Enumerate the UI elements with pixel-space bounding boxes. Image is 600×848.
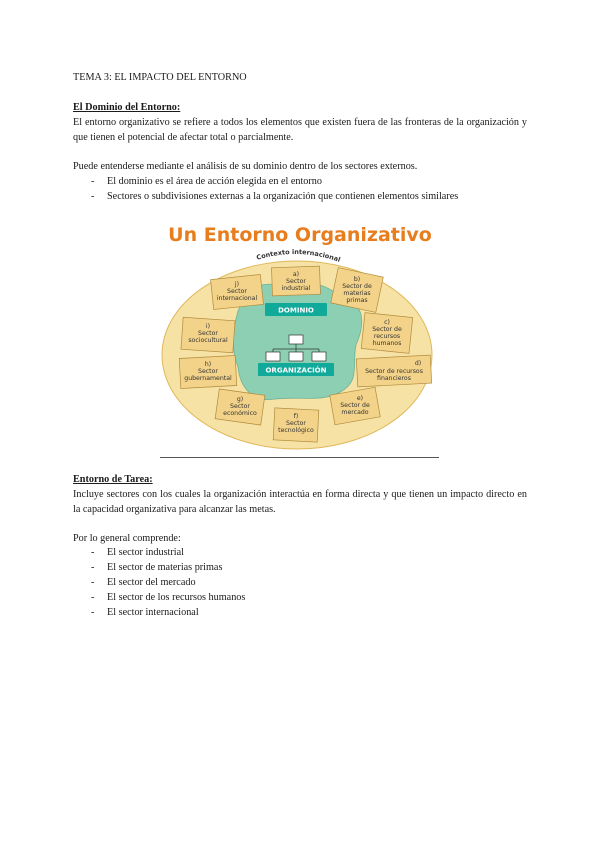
svg-text:h): h)	[204, 361, 212, 368]
svg-text:internacional: internacional	[216, 295, 258, 302]
list-item: El sector internacional	[107, 607, 199, 618]
svg-text:f): f)	[293, 413, 299, 420]
svg-text:Sector: Sector	[198, 330, 218, 337]
sector-card-economico	[215, 389, 265, 425]
svg-text:financieros: financieros	[377, 375, 411, 382]
svg-text:económico: económico	[223, 410, 257, 417]
sector-card-sociocultural	[181, 317, 235, 353]
svg-text:primas: primas	[346, 297, 368, 304]
list-item: El sector del mercado	[107, 577, 196, 588]
sector-card-gubernamental	[179, 356, 236, 389]
svg-text:Sector de recursos: Sector de recursos	[365, 368, 423, 375]
svg-text:industrial: industrial	[281, 285, 311, 292]
svg-text:Sector: Sector	[227, 288, 247, 295]
section2-paragraph: Incluye sectores con los cuales la organización interactúa en forma directa y que tienen un impacto directo en la capacidad organizativa para alcanzar las metas.	[73, 489, 527, 515]
svg-text:j): j)	[234, 281, 240, 288]
section1-paragraph: El entorno organizativo se refiere a todos los elementos que existen fuera de las fronteras de la organización y que tienen el potencial de afectar total o parcialmente.	[73, 117, 527, 143]
svg-text:Sector: Sector	[286, 420, 306, 427]
list-item: El dominio es el área de acción elegida en el entorno	[107, 176, 322, 187]
svg-text:a): a)	[292, 271, 300, 278]
doc-title: TEMA 3: EL IMPACTO DEL ENTORNO	[73, 72, 247, 83]
svg-text:d): d)	[414, 360, 422, 367]
svg-text:humanos: humanos	[372, 340, 402, 347]
bullet-marker: -	[91, 607, 95, 618]
svg-text:e): e)	[356, 395, 364, 402]
svg-text:Sector: Sector	[230, 403, 250, 410]
organizacion-label: ORGANIZACIÓN	[265, 366, 327, 375]
dominio-label: DOMINIO	[278, 306, 314, 315]
diagram-title: Un Entorno Organizativo	[168, 224, 432, 246]
svg-text:i): i)	[205, 323, 211, 330]
list-item: El sector de los recursos humanos	[107, 592, 246, 603]
bullet-marker: -	[91, 592, 95, 603]
svg-text:Sector: Sector	[198, 368, 218, 375]
bullet-marker: -	[91, 577, 95, 588]
svg-text:mercado: mercado	[341, 409, 369, 416]
svg-text:materias: materias	[343, 290, 371, 297]
list-item: Sectores o subdivisiones externas a la organización que contienen elementos similares	[107, 191, 459, 202]
svg-text:gubernamental: gubernamental	[184, 375, 232, 382]
section1-heading: El Dominio del Entorno:	[73, 102, 181, 113]
list-item: El sector industrial	[107, 547, 184, 558]
svg-text:Sector: Sector	[286, 278, 306, 285]
bullet-marker: -	[91, 547, 95, 558]
svg-text:Sector de: Sector de	[372, 326, 402, 333]
organizational-environment-diagram	[160, 215, 440, 455]
divider	[160, 457, 439, 458]
svg-text:tecnológico: tecnológico	[278, 427, 314, 434]
svg-text:Sector de: Sector de	[342, 283, 372, 290]
section2-heading: Entorno de Tarea:	[73, 474, 153, 485]
section2-paragraph-2: Por lo general comprende:	[73, 533, 181, 544]
svg-text:g): g)	[236, 396, 244, 403]
sector-card-recursos-humanos	[361, 313, 413, 354]
bullet-marker: -	[91, 176, 95, 187]
sector-card-recursos-financieros	[356, 355, 431, 387]
list-item: El sector de materias primas	[107, 562, 223, 573]
bullet-marker: -	[91, 562, 95, 573]
svg-text:sociocultural: sociocultural	[188, 337, 228, 344]
sector-card-internacional	[211, 274, 264, 309]
svg-text:b): b)	[353, 276, 361, 283]
svg-text:c): c)	[384, 319, 390, 326]
svg-text:recursos: recursos	[373, 333, 401, 340]
sector-card-tecnologico	[273, 408, 319, 442]
ring-label: Contexto internacional	[255, 247, 342, 264]
svg-text:Sector de: Sector de	[340, 402, 370, 409]
bullet-marker: -	[91, 191, 95, 202]
sector-card-industrial	[272, 266, 321, 296]
section1-paragraph-2: Puede entenderse mediante el análisis de su dominio dentro de los sectores externos.	[73, 161, 418, 172]
